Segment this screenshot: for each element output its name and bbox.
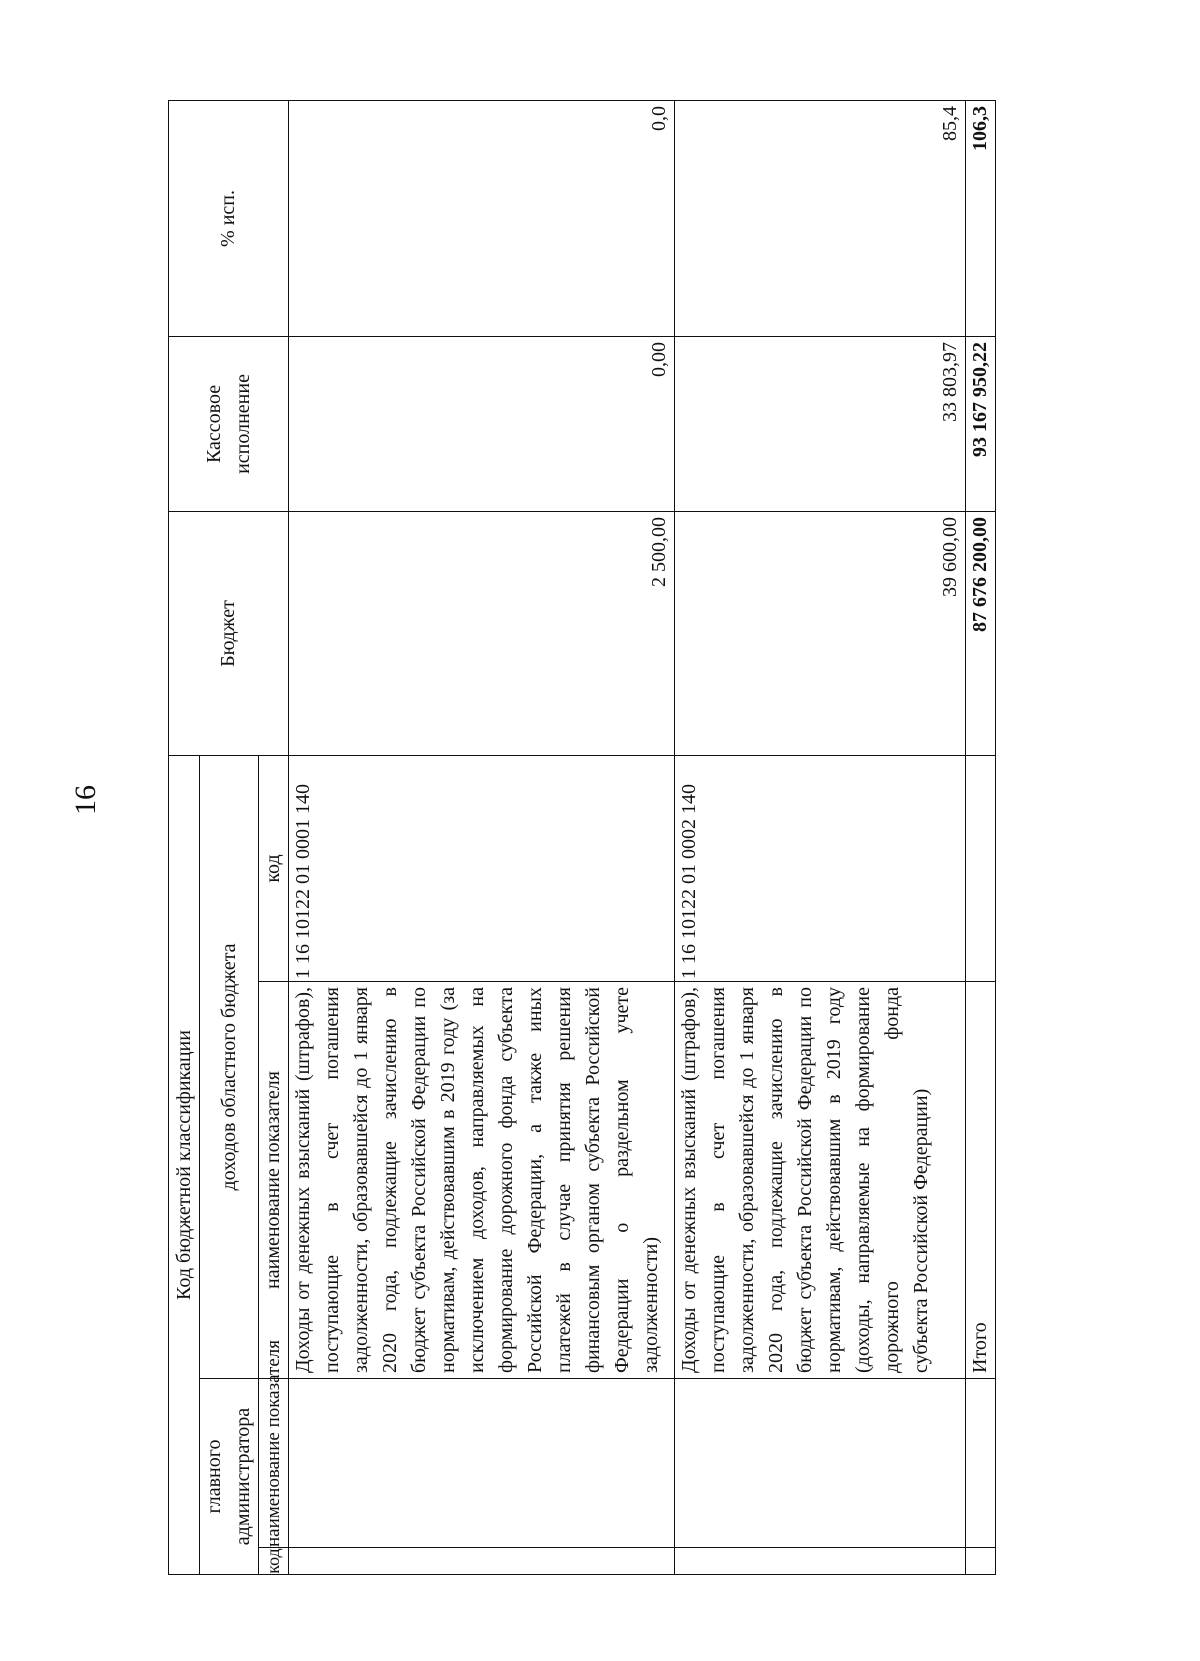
row-2-income-name-last: субъекта Российской Федерации): [910, 1088, 932, 1373]
table-rotated-container: [168, 100, 991, 1575]
header-income-name: наименование показателя: [259, 982, 289, 1379]
total-code: [966, 755, 996, 981]
row-2-income-code: 1 16 10122 01 0002 140: [675, 755, 966, 981]
total-execution: 93 167 950,22: [966, 336, 996, 511]
total-percent: 106,3: [966, 100, 996, 336]
row-2-percent: 85,4: [675, 100, 966, 336]
total-label: Итого: [966, 982, 996, 1379]
row-1-admin-name: [289, 1379, 675, 1548]
header-execution: Кассовое исполнение: [169, 336, 289, 511]
header-admin-group: главного администратора: [200, 1379, 259, 1575]
header-classification: Код бюджетной классификации: [169, 755, 200, 1574]
row-1-execution: 0,00: [289, 336, 675, 511]
row-1-budget: 2 500,00: [289, 511, 675, 755]
total-admin-name: [966, 1379, 996, 1548]
row-2-execution: 33 803,97: [675, 336, 966, 511]
header-income-code: код: [259, 755, 289, 981]
row-2-income-name: [675, 982, 966, 1379]
total-budget: 87 676 200,00: [966, 511, 996, 755]
header-percent: % исп.: [169, 100, 289, 336]
header-row-1: [169, 100, 200, 1574]
row-2-admin-code: [675, 1548, 966, 1575]
page-number: 16: [69, 785, 102, 815]
header-admin-code: код: [259, 1548, 289, 1575]
row-1-admin-code: [289, 1548, 675, 1575]
row-2-admin-name: [675, 1379, 966, 1548]
row-1-income-name-text: Доходы от денежных взысканий (штрафов), поступающие в счет погашения задолженности, образовавшейся до 1 января 2020 года, подлежащие зачислению в бюджет субъекта Российской Федерации по нормативам, действовавшим в 2019 году (за исключением доходов, направляемых на формирование дорожного фонда субъекта Российской Федерации, а также иных платежей в случае принятия решения финансовым органом субъекта Российской Федерации о раздельном учете: [292, 987, 633, 1373]
row-1-income-name-last: задолженности): [640, 1237, 662, 1373]
row-1-income-code: 1 16 10122 01 0001 140: [289, 755, 675, 981]
header-admin-name: наименование показателя: [259, 1379, 289, 1548]
budget-table: [168, 100, 996, 1575]
header-income-group: доходов областного бюджета: [200, 755, 259, 1378]
header-budget: Бюджет: [169, 511, 289, 755]
row-2-income-name-text: Доходы от денежных взысканий (штрафов), поступающие в счет погашения задолженности, образовавшейся до 1 января 2020 года, подлежащие зачислению в бюджет субъекта Российской Федерации по нормативам, действовавшим в 2019 году (доходы, направляемые на формирование дорожного фонда: [678, 987, 903, 1373]
row-1-percent: 0,0: [289, 100, 675, 336]
row-2-budget: 39 600,00: [675, 511, 966, 755]
table-row: [675, 100, 966, 1574]
table-row: [289, 100, 675, 1574]
row-1-income-name: [289, 982, 675, 1379]
total-admin-code: [966, 1548, 996, 1575]
total-row: [966, 100, 996, 1574]
